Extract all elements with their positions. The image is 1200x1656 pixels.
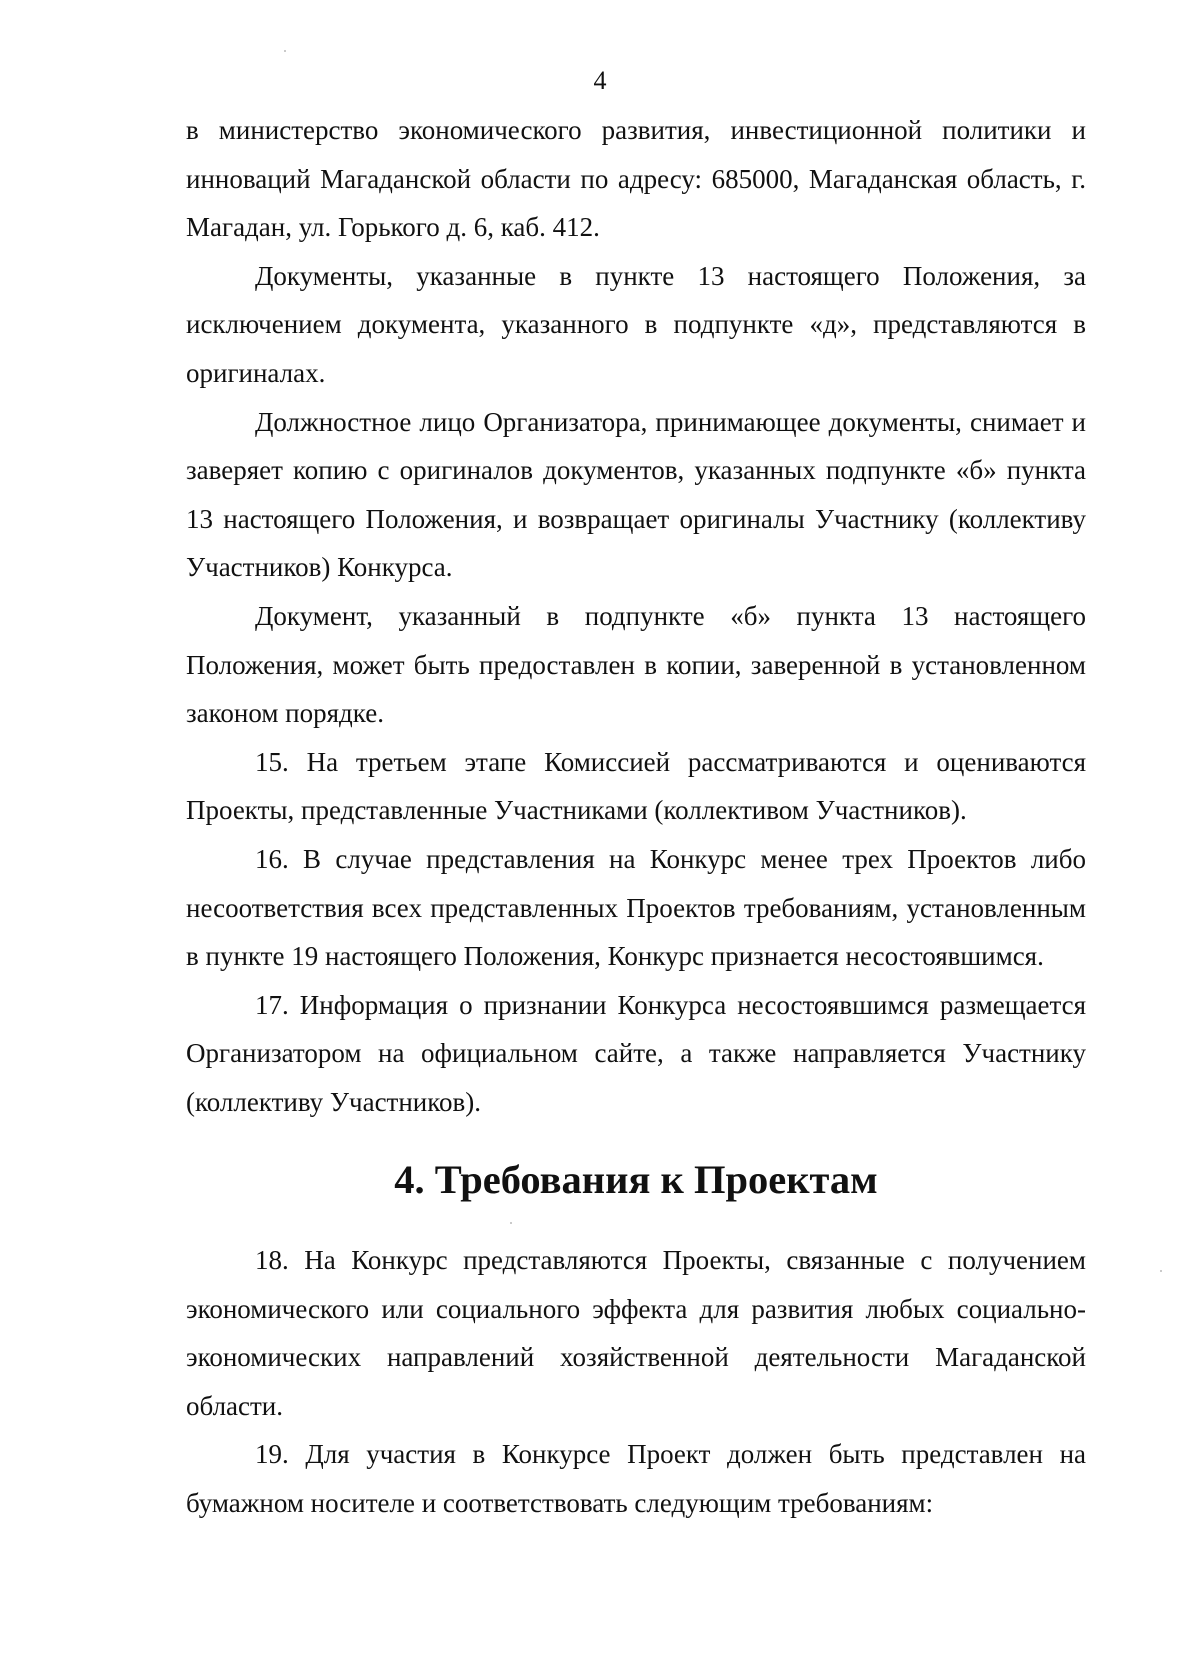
paragraph-continuation: в министерство экономического развития, инвестиционной политики и инноваций Магаданской области по адресу: 685000, Магаданская область, г. Магадан, ул. Горького д. 6, каб. 412. [186,115,1086,243]
section-heading: 4. Требования к Проектам [394,1157,878,1203]
paragraph-item-19: 19. Для участия в Конкурсе Проект должен быть представлен на бумажном носителе и соответствовать следующим требованиям: [186,1439,1086,1519]
scan-speck [284,50,286,52]
document-body [186,106,1086,1528]
paragraph-item-18: 18. На Конкурс представляются Проекты, связанные с получением экономического или социального эффекта для развития любых социально-экономических направлений хозяйственной деятельности Магаданской области. [186,1245,1086,1421]
paragraph-originals: Документы, указанные в пункте 13 настоящего Положения, за исключением документа, указанного в подпункте «д», представляются в оригиналах. [186,260,1086,388]
scan-speck [510,1222,512,1224]
paragraph-item-16: 16. В случае представления на Конкурс менее трех Проектов либо несоответствия всех представленных Проектов требованиям, установленным в пункте 19 настоящего Положения, Конкурс признается несостоявшимся. [186,843,1086,972]
scan-speck [1160,1270,1162,1272]
paragraph-item-15: 15. На третьем этапе Комиссией рассматриваются и оцениваются Проекты, представленные Участниками (коллективом Участников). [186,746,1086,826]
paragraph-official-copies: Должностное лицо Организатора, принимающее документы, снимает и заверяет копию с оригиналов документов, указанных подпункте «б» пункта 13 настоящего Положения, и возвращает оригиналы Участнику (коллективу Участников) Конкурса. [186,406,1086,583]
paragraph-certified-copy: Документ, указанный в подпункте «б» пункта 13 настоящего Положения, может быть предоставлен в копии, заверенной в установленном законом порядке. [186,600,1086,729]
page-number: 4 [593,66,607,95]
paragraph-item-17: 17. Информация о признании Конкурса несостоявшимся размещается Организатором на официальном сайте, а также направляется Участнику (коллективу Участников). [186,989,1086,1117]
